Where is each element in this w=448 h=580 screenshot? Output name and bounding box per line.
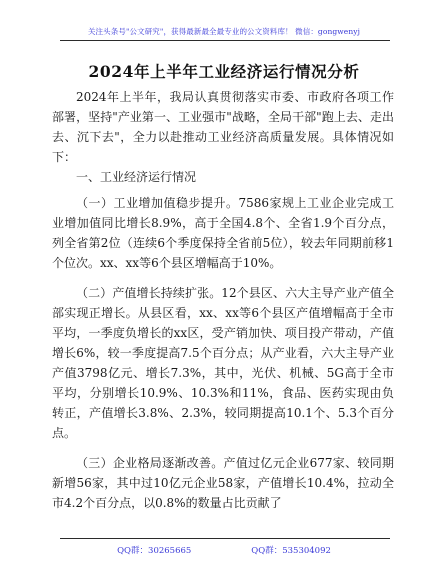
section-heading: 一、工业经济运行情况	[76, 170, 197, 184]
footer-qq-group-1: QQ群：30265665	[117, 546, 192, 556]
header-banner: 关注头条号"公文研究"，获得最新最全最专业的公文资料库！ 微信：gongwenyj	[87, 27, 361, 36]
footer	[0, 544, 448, 556]
document-body	[52, 87, 394, 513]
intro-paragraph: 2024年上半年，我局认真贯彻落实市委、市政府各项工作部署，坚持"产业第一、工业强市"战略，全局干部"跑上去、走出去、沉下去"，全力以赴推动工业经济高质量发展。具体情况如下：	[52, 90, 394, 164]
body-paragraph-output-growth: （二）产值增长持续扩张。12个县区、六大主导产业产值全部实现正增长。从县区看，xx、xx等6个县区产值增幅高于全市平均，一季度负增长的xx区，受产销加快、项目投产带动，产值增长6%，较一季度提高7.5个百分点；从产业看，六大主导产业产值3798亿元、增长7.3%，其中，光伏、机械、5G高于全市平均，分别增长10.9%、10.3%和11%，食品、医药实现由负转正，产值增长3.8%、2.3%，较同期提高10.1个、5.3个百分点。	[52, 286, 394, 440]
footer-divider	[60, 538, 390, 539]
footer-qq-group-2: QQ群：535304092	[251, 546, 331, 556]
body-paragraph-enterprise-pattern: （三）企业格局逐渐改善。产值过亿元企业677家、较同期新增56家，其中过10亿元企业58家，产值增长10.4%，拉动全市4.2个百分点，以0.8%的数量占比贡献了	[52, 456, 394, 510]
header-divider	[60, 40, 390, 41]
body-paragraph-industrial-value: （一）工业增加值稳步提升。7586家规上工业企业完成工业增加值同比增长8.9%，高于全国4.8个、全省1.9个百分点，列全省第2位（连续6个季度保持全省前5位），较去年同期前移1个位次。xx、xx等6个县区增幅高于10%。	[52, 196, 394, 270]
document-title: 2024年上半年工业经济运行情况分析	[88, 62, 360, 81]
